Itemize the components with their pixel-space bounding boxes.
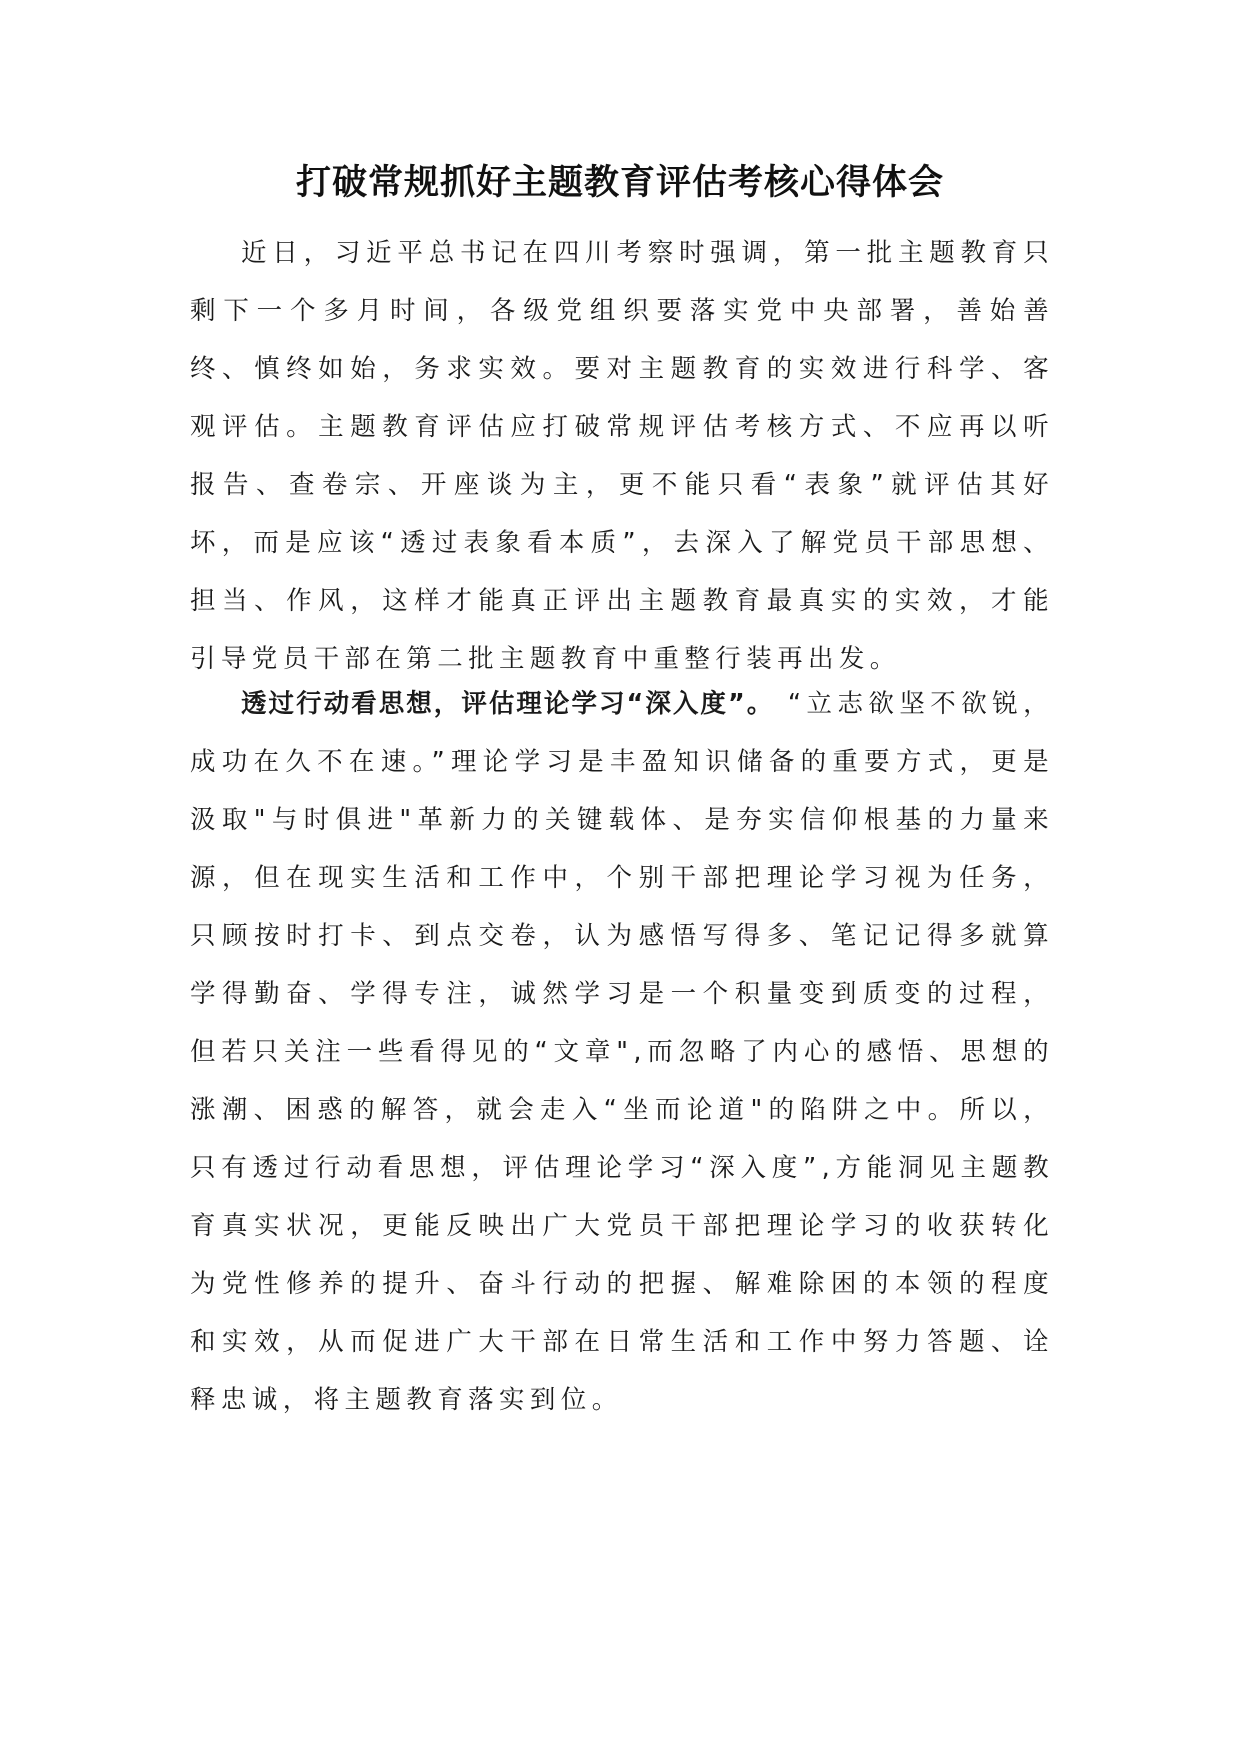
document-title: 打破常规抓好主题教育评估考核心得体会	[295, 162, 944, 203]
paragraph-theory-study	[190, 675, 1054, 1429]
paragraph-intro: 近日，习近平总书记在四川考察时强调，第一批主题教育只剩下一个多月时间，各级党组织要落实党中央部署，善始善终、慎终如始，务求实效。要对主题教育的实效进行科学、客观评估。主题教育评估应打破常规评估考核方式、不应再以听报告、查卷宗、开座谈为主，更不能只看“表象”就评估其好坏，而是应该“透过表象看本质”，去深入了解党员干部思想、担当、作风，这样才能真正评出主题教育最真实的实效，才能引导党员干部在第二批主题教育中重整行装再出发。	[190, 238, 1054, 674]
paragraph-body: “立志欲坚不欲锐，成功在久不在速。”理论学习是丰盈知识储备的重要方式，更是汲取"与时俱进"革新力的关键载体、是夯实信仰根基的力量来源，但在现实生活和工作中，个别干部把理论学习视为任务，只顾按时打卡、到点交卷，认为感悟写得多、笔记记得多就算学得勤奋、学得专注，诚然学习是一个积量变到质变的过程，但若只关注一些看得见的“文章",而忽略了内心的感悟、思想的涨潮、困惑的解答，就会走入“坐而论道"的陷阱之中。所以，只有透过行动看思想，评估理论学习“深入度”,方能洞见主题教育真实状况，更能反映出广大党员干部把理论学习的收获转化为党性修养的提升、奋斗行动的把握、解难除困的本领的程度和实效，从而促进广大干部在日常生活和工作中努力答题、诠释忠诚，将主题教育落实到位。	[190, 689, 1054, 1415]
paragraph-heading: 透过行动看思想，评估理论学习“深入度”。	[241, 689, 775, 719]
